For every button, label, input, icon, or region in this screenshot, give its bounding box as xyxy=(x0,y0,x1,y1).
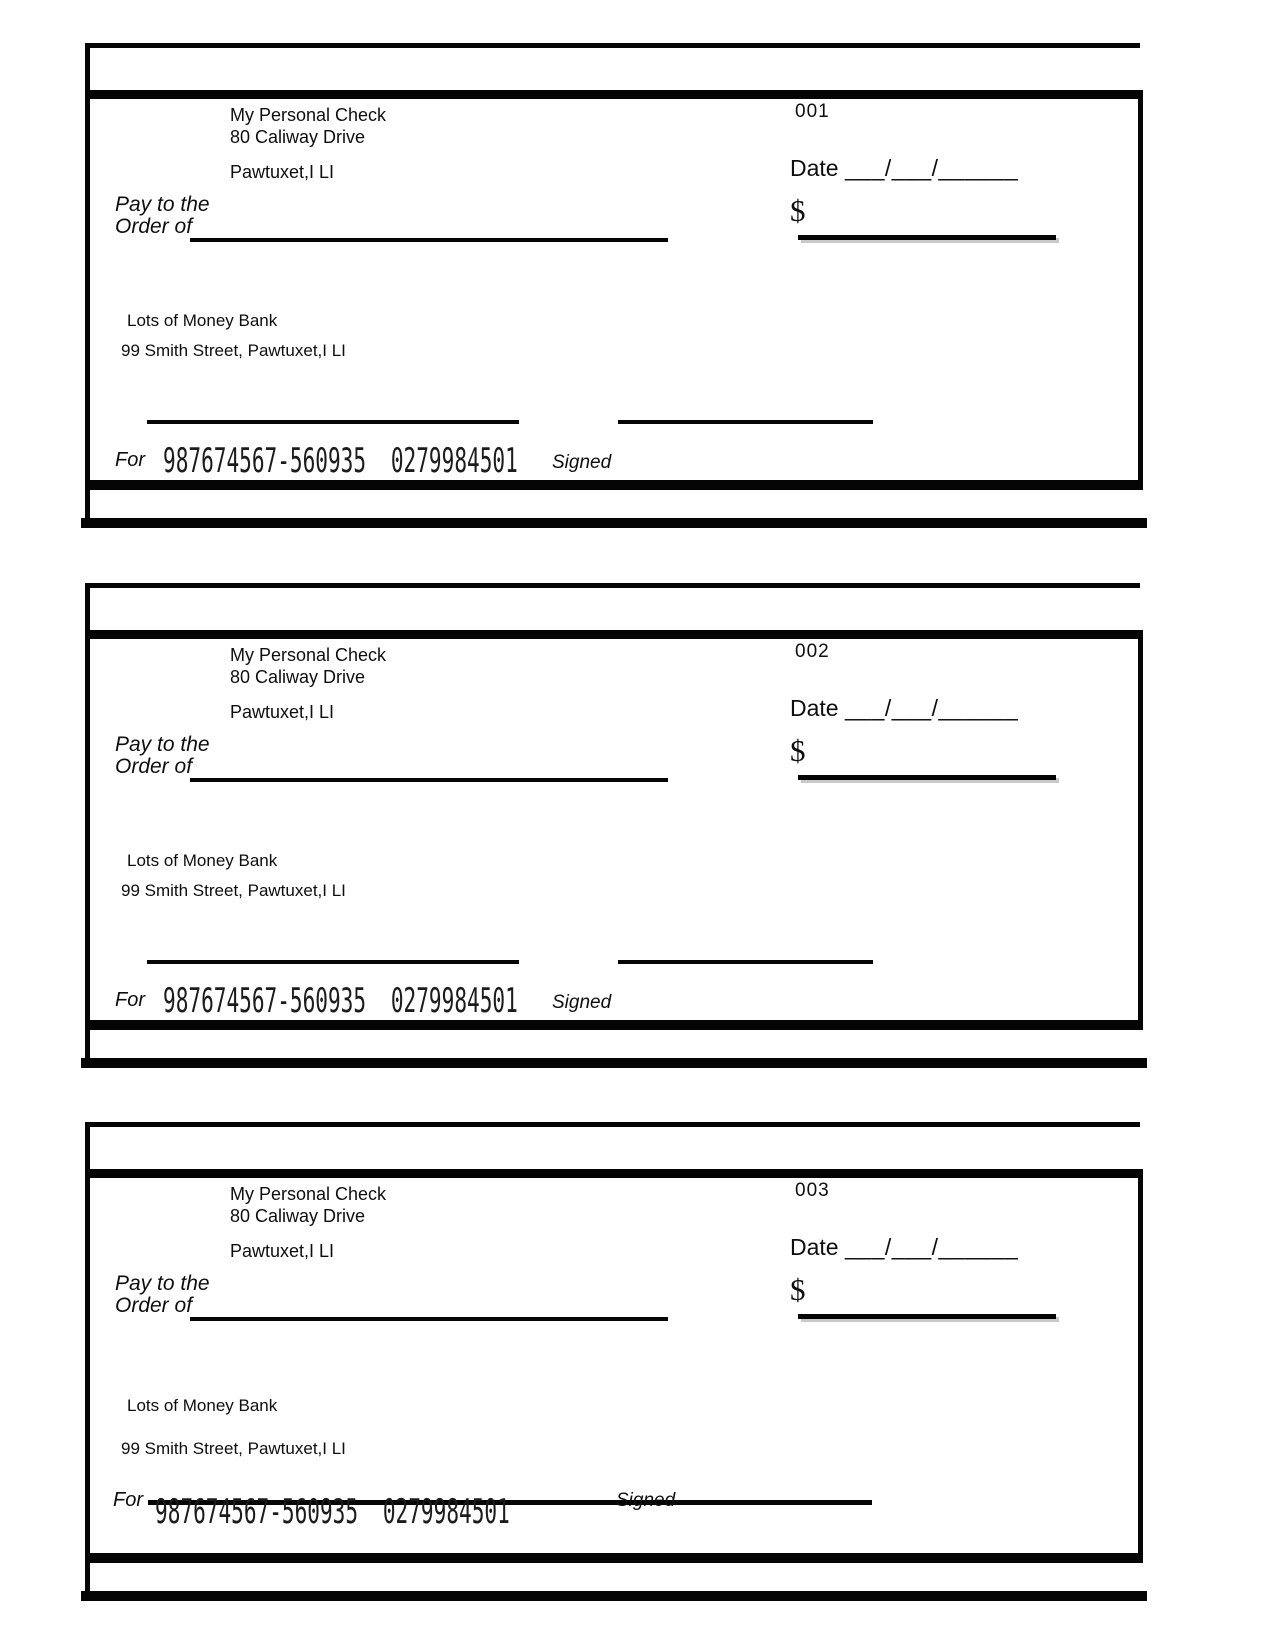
check-left-border xyxy=(85,583,90,1068)
check-001 xyxy=(85,43,1143,529)
memo-line[interactable] xyxy=(147,960,519,964)
payer-address-line2: Pawtuxet,I LI xyxy=(230,162,335,182)
micr-check-code: 0279984501 xyxy=(390,441,518,481)
check-number: 003 xyxy=(795,1180,830,1201)
payer-address-line2: Pawtuxet,I LI xyxy=(230,1241,335,1261)
payer-address-line1: 80 Caliway Drive xyxy=(230,127,366,147)
check-tearoff-band xyxy=(81,1058,1147,1068)
payee-line[interactable] xyxy=(190,778,668,782)
bank-address: 99 Smith Street, Pawtuxet,I LI xyxy=(121,1439,346,1458)
micr-line xyxy=(163,441,735,481)
amount-line[interactable] xyxy=(798,235,1056,240)
check-header-band xyxy=(85,630,1143,639)
check-top-border xyxy=(85,43,1140,48)
dollar-sign: $ xyxy=(790,193,806,228)
check-header-band xyxy=(85,90,1143,99)
bank-name: Lots of Money Bank xyxy=(127,1396,278,1415)
check-left-border xyxy=(85,43,90,528)
micr-check-code: 0279984501 xyxy=(382,1492,510,1532)
date-blank-field[interactable]: ___/___/______ xyxy=(844,155,1019,181)
signature-line[interactable] xyxy=(618,960,873,964)
memo-line[interactable] xyxy=(147,420,519,424)
check-header-band xyxy=(85,1169,1143,1178)
check-top-border xyxy=(85,1122,1140,1127)
payer-address-line2: Pawtuxet,I LI xyxy=(230,702,335,722)
check-bottom-band xyxy=(85,480,1143,490)
order-of-label: Order of xyxy=(115,215,193,238)
signed-label: Signed xyxy=(616,1490,676,1511)
micr-line xyxy=(163,981,735,1021)
check-tearoff-band xyxy=(81,518,1147,528)
pay-to-the-label: Pay to the xyxy=(115,193,210,216)
order-of-label: Order of xyxy=(115,1294,193,1317)
date-label: Date xyxy=(790,1234,839,1260)
for-label: For xyxy=(113,1489,143,1511)
bank-address: 99 Smith Street, Pawtuxet,I LI xyxy=(121,341,346,360)
check-top-border xyxy=(85,583,1140,588)
date-blank-field[interactable]: ___/___/______ xyxy=(844,1234,1019,1260)
bank-name: Lots of Money Bank xyxy=(127,311,278,330)
check-right-border xyxy=(1138,630,1143,1030)
pay-to-the-label: Pay to the xyxy=(115,1272,210,1295)
amount-line[interactable] xyxy=(798,1314,1056,1319)
check-number: 001 xyxy=(795,101,830,122)
for-label: For xyxy=(115,449,145,471)
check-003 xyxy=(85,1122,1143,1608)
micr-routing-account: 987674567-560935 xyxy=(155,1492,359,1532)
check-002 xyxy=(85,583,1143,1069)
check-number: 002 xyxy=(795,641,830,662)
check-tearoff-band xyxy=(81,1591,1147,1601)
amount-line[interactable] xyxy=(798,775,1056,780)
date-row xyxy=(790,1234,1018,1261)
check-right-border xyxy=(1138,1169,1143,1563)
payer-name: My Personal Check xyxy=(230,1184,387,1204)
micr-routing-account: 987674567-560935 xyxy=(163,981,367,1021)
payer-name: My Personal Check xyxy=(230,645,387,665)
check-right-border xyxy=(1138,90,1143,490)
order-of-label: Order of xyxy=(115,755,193,778)
payer-address-line1: 80 Caliway Drive xyxy=(230,1206,366,1226)
payee-line[interactable] xyxy=(190,238,668,242)
date-row xyxy=(790,695,1018,722)
date-blank-field[interactable]: ___/___/______ xyxy=(844,695,1019,721)
check-left-border xyxy=(85,1122,90,1601)
date-label: Date xyxy=(790,155,839,181)
date-row xyxy=(790,155,1018,182)
signature-line[interactable] xyxy=(618,420,873,424)
date-label: Date xyxy=(790,695,839,721)
micr-routing-account: 987674567-560935 xyxy=(163,441,367,481)
signed-label: Signed xyxy=(552,452,612,473)
micr-check-code: 0279984501 xyxy=(390,981,518,1021)
payee-line[interactable] xyxy=(190,1317,668,1321)
dollar-sign: $ xyxy=(790,1272,806,1307)
check-bottom-band xyxy=(85,1553,1143,1563)
bank-name: Lots of Money Bank xyxy=(127,851,278,870)
payer-address-line1: 80 Caliway Drive xyxy=(230,667,366,687)
for-label: For xyxy=(115,989,145,1011)
payer-name: My Personal Check xyxy=(230,105,387,125)
bank-address: 99 Smith Street, Pawtuxet,I LI xyxy=(121,881,346,900)
signed-label: Signed xyxy=(552,992,612,1013)
pay-to-the-label: Pay to the xyxy=(115,733,210,756)
check-bottom-band xyxy=(85,1020,1143,1030)
dollar-sign: $ xyxy=(790,733,806,768)
